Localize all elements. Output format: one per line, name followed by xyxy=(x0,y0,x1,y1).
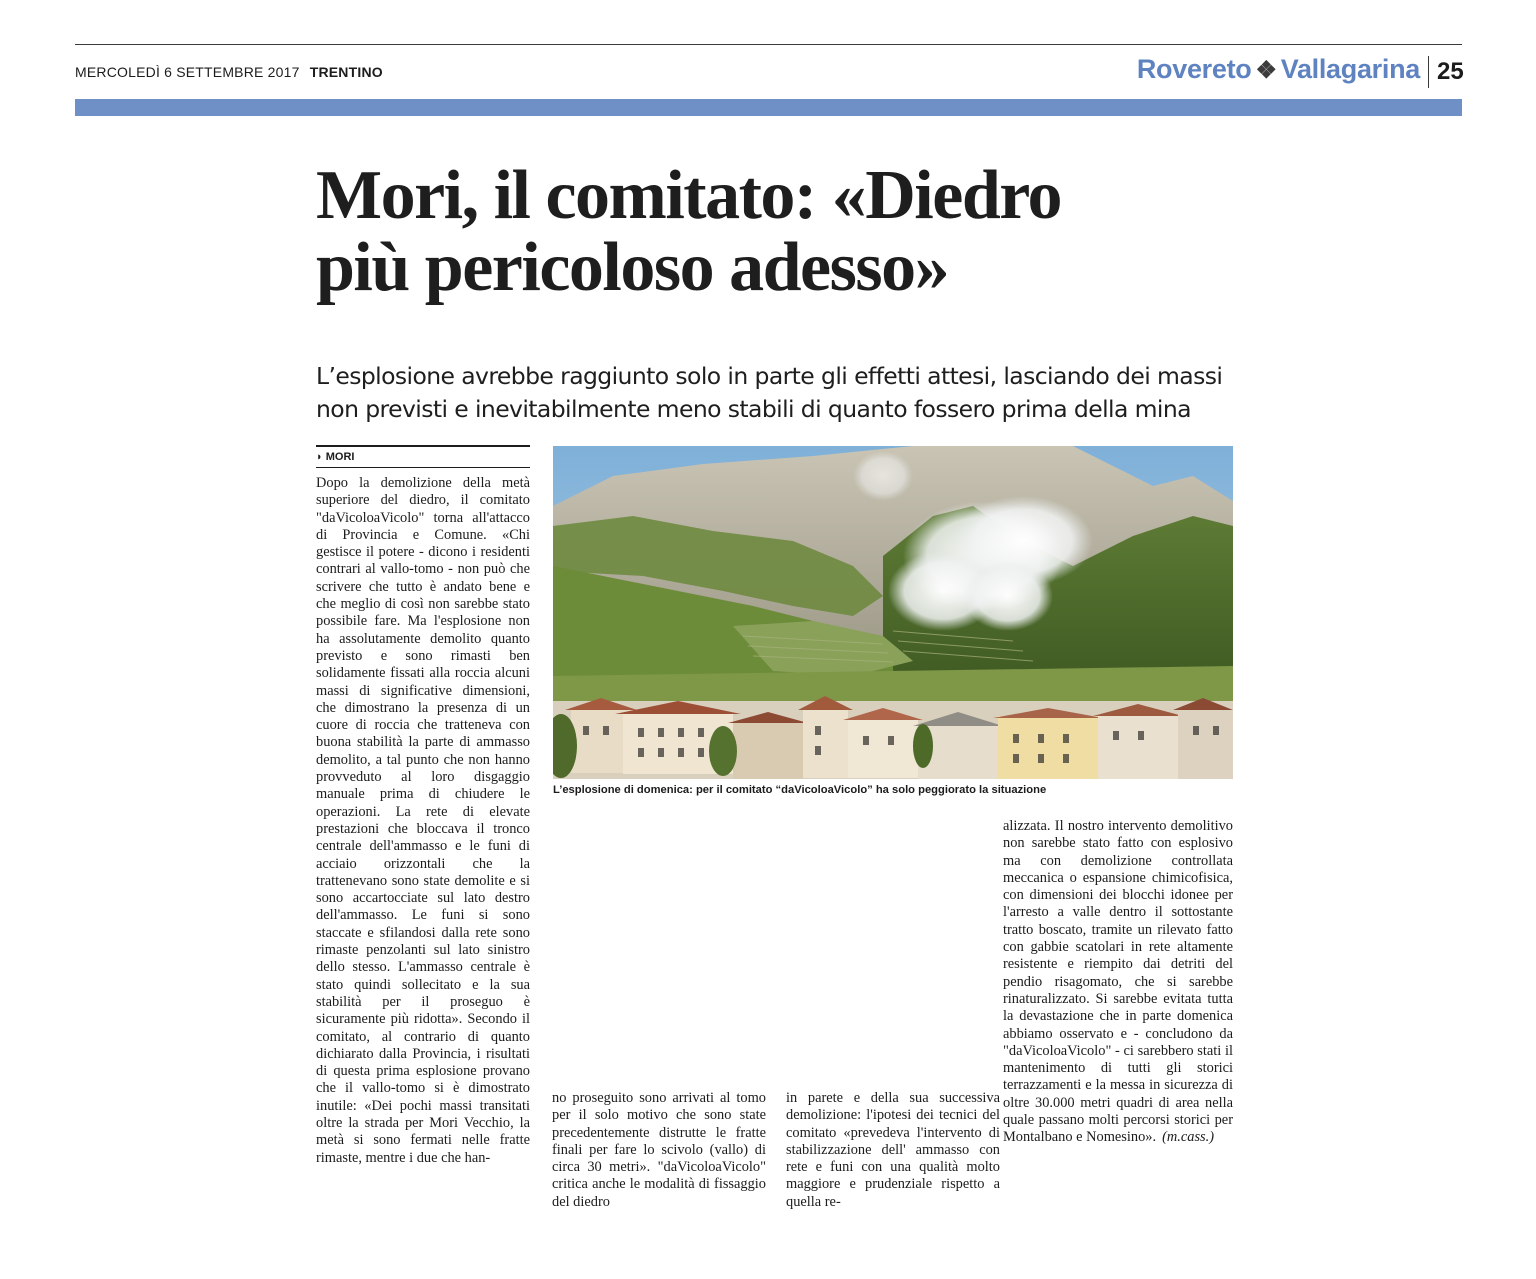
photo-caption: L’esplosione di domenica: per il comitato “daVicoloaVicolo” ha solo peggiorato la situazione xyxy=(553,784,1047,796)
article-column-2: no proseguito sono arrivati al tomo per il solo motivo che sono state precedentemente distrutte le fratte finali per fare lo scivolo (vallo) di circa 30 metri». "daVicoloaVicolo" critica anche le modalità di fissaggio del diedro xyxy=(552,1090,766,1210)
article-column-1: Dopo la demolizione della metà superiore del diedro, il comitato "daVicoloaVicolo" torna all'attacco di Provincia e Comune. «Chi gestisce il potere - dicono i residenti contrari al vallo-tomo - non può che scrivere che tutto è andato bene e che meglio di così non sarebbe stato possibile fare. Ma l'esplosione non ha assolutamente demolito quanto previsto e sono rimasti ben solidamente fissati alla roccia alcuni massi di significative dimensioni, che dimostrano la presenza di un cuore di roccia che tratteneva con buona stabilità la parte di ammasso demolito, a tal punto che non hanno provveduto al loro disgaggio manuale prima di chiudere le operazioni. La rete di elevate prestazioni che bloccava il tronco centrale dell'ammasso e le funi di acciaio orizzontali che la trattenevano sono state demolite e si sono accartocciate sul lato destro dell'ammasso. Le funi si sono staccate e sfilandosi dalla rete sono rimaste penzolanti sul lato sinistro dello stesso. L'ammasso centrale è stato quindi sollecitato e la sua stabilità per il proseguo è sicuramente più ridotta». Secondo il comitato, al contrario di quanto dichiarato dalla Provincia, i risultati di questa prima esplosione provano che il vallo-tomo si è dimostrato inutile: «Dei pochi massi transitati oltre la strada per Mori Vecchio, la metà si sono fermati nelle fratte rimaste, mentre i due che han- xyxy=(316,475,530,1166)
author-signature: (m.cass.) xyxy=(1162,1129,1215,1146)
kicker-marker-icon: ◗ xyxy=(316,451,323,463)
article-photo xyxy=(553,446,1233,779)
article-column-3: in parete e della sua successiva demolizione: l'ipotesi dei tecnici del comitato «prevedeva l'intervento di stabilizzazione dell' ammasso con rete e funi con una qualità molto maggiore e prudenziale rispetto a quella re- xyxy=(786,1090,1000,1210)
section-separator-icon: ❖ xyxy=(1255,57,1277,84)
location-kicker xyxy=(316,451,354,463)
section-left: Rovereto xyxy=(1136,54,1252,84)
kicker-rule-bottom xyxy=(316,467,530,468)
section-right: Vallagarina xyxy=(1280,54,1420,84)
newspaper-name: TRENTINO xyxy=(309,64,383,80)
page-number-divider xyxy=(1428,56,1429,88)
subhead-line-2: non previsti e inevitabilmente meno stabili di quanto fossero prima della mina xyxy=(316,395,1191,423)
headline-line-1: Mori, il comitato: «Diedro xyxy=(316,157,1062,234)
subhead-line-1: L’esplosione avrebbe raggiunto solo in parte gli effetti attesi, lasciando dei massi xyxy=(316,362,1223,390)
issue-date: MERCOLEDÌ 6 SETTEMBRE 2017 xyxy=(75,64,300,80)
kicker-rule-top xyxy=(316,445,530,447)
column-4-text: alizzata. Il nostro intervento demolitivo non sarebbe stato fatto con esplosivo ma con demolizione controllata meccanica o espansione chimicofisica, con dimensioni dei blocchi idonee per l'arresto a valle dentro il sottostante tratto boscato, tramite un rilevato fatto con gabbie scatolari in rete altamente resistente e riempito dai detriti del pendio risagomato, che si sarebbe rinaturalizzato. Si sarebbe evitata tutta la devastazione che in parte domenica abbiamo osservato e - concludono da "daVicoloaVicolo" - ci sarebbero stati il mantenimento di tutti gli storici terrazzamenti e la messa in sicurezza di oltre 30.000 metri quadri di area nella quale passano molti percorsi storici per Montalbano e Nomesino». xyxy=(1003,818,1233,1146)
section-title xyxy=(1137,54,1420,85)
headline-line-2: più pericoloso adesso» xyxy=(316,229,949,306)
mountain-explosion-photo xyxy=(553,446,1233,779)
top-rule xyxy=(75,44,1462,45)
subheadline xyxy=(316,360,1236,426)
kicker-location: MORI xyxy=(325,451,355,463)
dateline xyxy=(75,64,383,80)
article-column-4 xyxy=(1003,818,1233,1147)
page-number: 25 xyxy=(1437,58,1464,85)
headline xyxy=(316,157,1236,306)
section-color-bar xyxy=(75,99,1462,116)
